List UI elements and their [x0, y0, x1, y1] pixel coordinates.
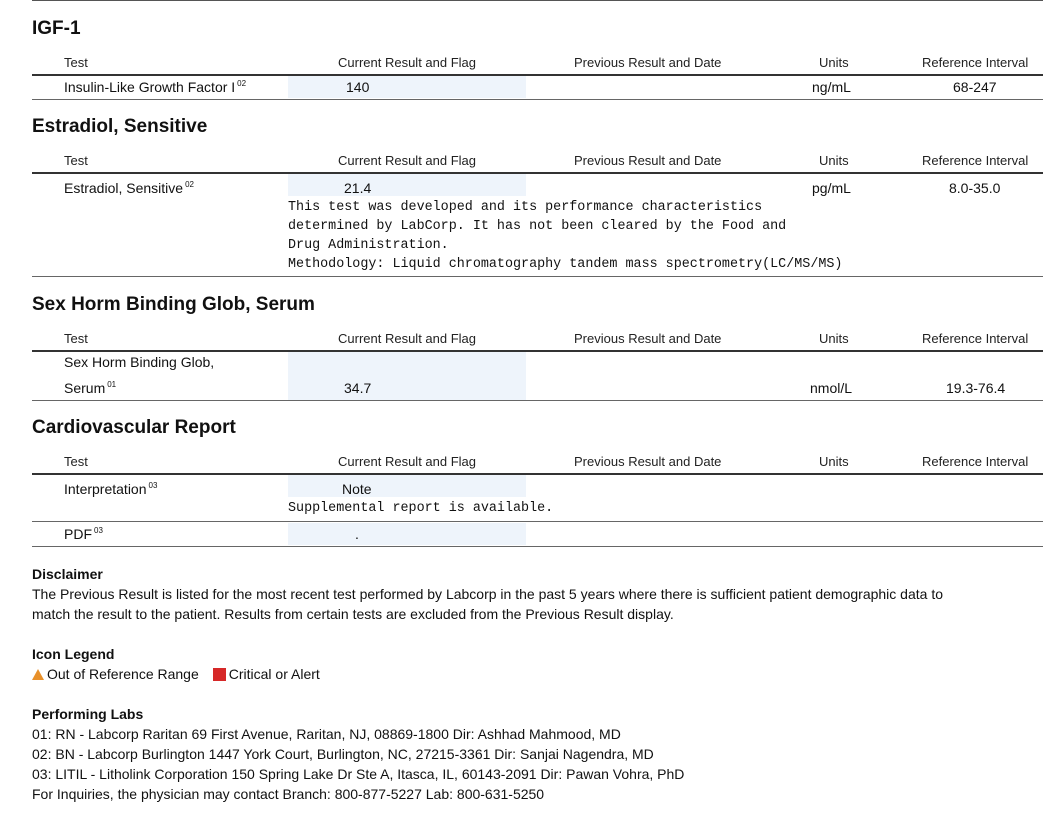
section-title-shbg: Sex Horm Binding Glob, Serum [32, 294, 315, 315]
current-result: 34.7 [344, 380, 372, 396]
row-rule [32, 276, 1043, 277]
col-header-previous: Previous Result and Date [574, 454, 722, 469]
result-comment: Supplemental report is available. [288, 501, 554, 516]
row-rule [32, 99, 1043, 100]
reference-interval: 19.3-76.4 [946, 380, 1006, 396]
col-header-current: Current Result and Flag [338, 331, 477, 346]
top-divider [32, 0, 1043, 1]
col-header-test: Test [64, 55, 88, 70]
section-title-cardio: Cardiovascular Report [32, 417, 236, 438]
test-name-interpretation: Interpretation $^{03}$ [64, 481, 158, 497]
col-header-current: Current Result and Flag [338, 454, 477, 469]
col-header-previous: Previous Result and Date [574, 331, 722, 346]
test-name-pdf: PDF $^{03}$ [64, 526, 103, 542]
section-title-estradiol: Estradiol, Sensitive [32, 116, 208, 137]
reference-interval: 68-247 [953, 79, 997, 95]
result-highlight [288, 475, 526, 497]
col-header-reference: Reference Interval [922, 454, 1029, 469]
legend-critical: Critical or Alert [228, 666, 320, 682]
result-highlight [288, 174, 526, 196]
col-header-test: Test [64, 331, 88, 346]
col-header-units: Units [819, 454, 849, 469]
header-rule [32, 74, 1043, 76]
col-header-test: Test [64, 153, 88, 168]
inquiries-line: For Inquiries, the physician may contact Branch: 800-877-5227 Lab: 800-631-5250 [32, 786, 545, 802]
header-rule [32, 172, 1043, 174]
disclaimer-title: Disclaimer [32, 566, 103, 582]
test-name: Insulin-Like Growth Factor I $^{02}$ [64, 79, 247, 95]
col-header-previous: Previous Result and Date [574, 153, 722, 168]
col-header-reference: Reference Interval [922, 331, 1029, 346]
warning-triangle-icon [32, 669, 44, 680]
current-result: 140 [346, 79, 370, 95]
current-result: 21.4 [344, 180, 372, 196]
units-value: ng/mL [812, 79, 851, 95]
legend-out-of-range: Out of Reference Range [47, 666, 199, 682]
col-header-test: Test [64, 454, 88, 469]
lab-line: 02: BN - Labcorp Burlington 1447 York Court, Burlington, NC, 27215-3361 Dir: Sanjai Nagendra, MD [32, 746, 654, 762]
units-value: nmol/L [810, 380, 853, 396]
result-comment: This test was developed and its performance characteristics determined by LabCorp. It has not been cleared by the Food and Drug Administration. Methodology: Liquid chromatography tandem mass spectrometry(LC/MS/MS) [288, 200, 843, 272]
labs-title: Performing Labs [32, 706, 144, 722]
result-highlight [288, 352, 526, 400]
col-header-units: Units [819, 331, 849, 346]
result-highlight [288, 523, 526, 545]
col-header-previous: Previous Result and Date [574, 55, 722, 70]
lab-line: 03: LITIL - Litholink Corporation 150 Spring Lake Dr Ste A, Itasca, IL, 60143-2091 Dir: Pawan Vohra, PhD [32, 766, 685, 782]
disclaimer-text: The Previous Result is listed for the most recent test performed by Labcorp in the past 5 years where there is sufficient patient demographic data to match the result to the patient. Results from certain tests are excluded from the Previous Result display. [32, 586, 943, 622]
test-name-line2: Serum $^{01}$ [64, 380, 117, 396]
test-name: Estradiol, Sensitive $^{02}$ [64, 180, 194, 196]
labs-list [32, 724, 684, 804]
reference-interval: 8.0-35.0 [949, 180, 1001, 196]
row-rule [32, 546, 1043, 547]
current-result: . [355, 526, 359, 542]
col-header-current: Current Result and Flag [338, 55, 477, 70]
col-header-reference: Reference Interval [922, 55, 1029, 70]
section-title-igf1: IGF-1 [32, 18, 81, 39]
row-rule [32, 521, 1043, 522]
legend-title: Icon Legend [32, 646, 115, 662]
header-rule [32, 350, 1043, 352]
lab-line: 01: RN - Labcorp Raritan 69 First Avenue, Raritan, NJ, 08869-1800 Dir: Ashhad Mahmood, MD [32, 726, 621, 742]
header-rule [32, 473, 1043, 475]
test-name-line1: Sex Horm Binding Glob, [64, 354, 215, 370]
icon-legend [32, 664, 320, 684]
result-highlight [288, 76, 526, 98]
col-header-units: Units [819, 55, 849, 70]
col-header-current: Current Result and Flag [338, 153, 477, 168]
current-result: Note [342, 481, 372, 497]
col-header-units: Units [819, 153, 849, 168]
units-value: pg/mL [812, 180, 851, 196]
row-rule [32, 400, 1043, 401]
col-header-reference: Reference Interval [922, 153, 1029, 168]
alert-square-icon [213, 668, 226, 681]
